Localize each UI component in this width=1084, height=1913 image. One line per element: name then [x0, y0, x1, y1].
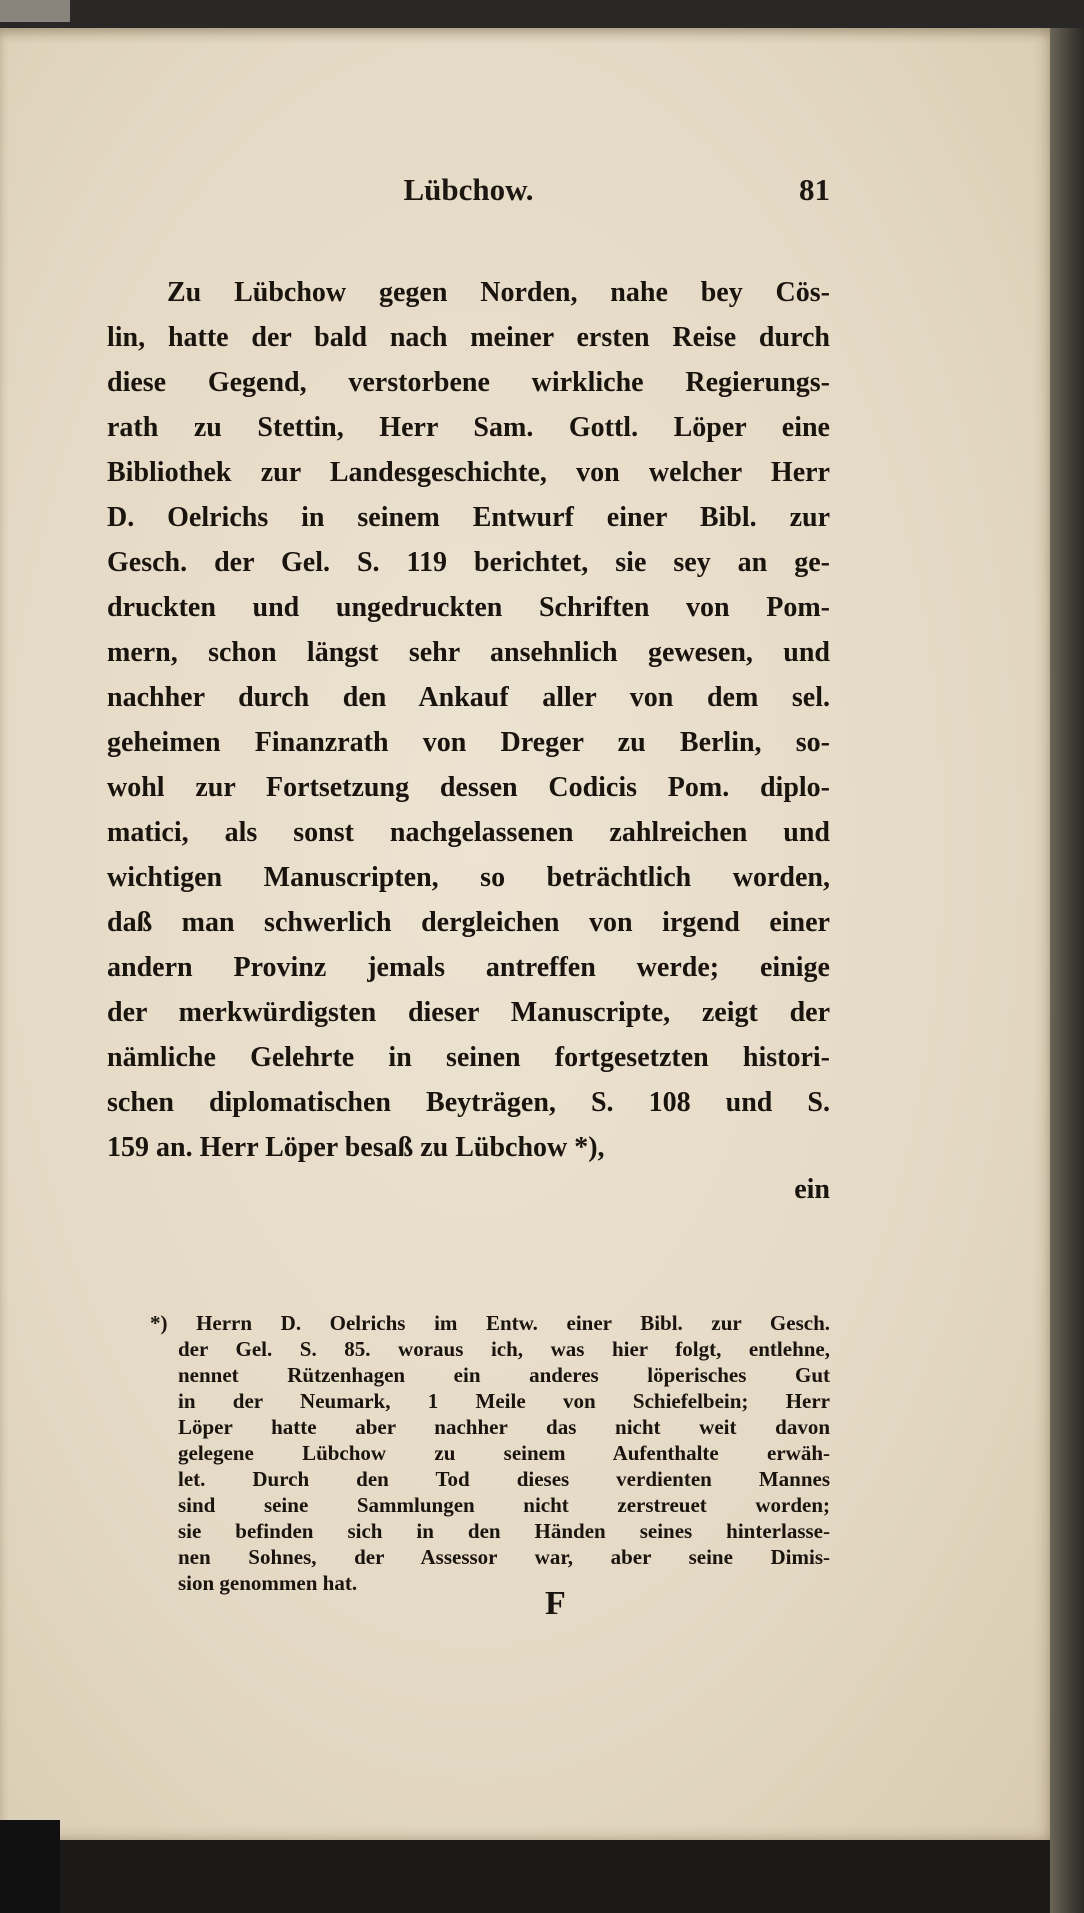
- page-number: 81: [799, 172, 830, 207]
- body-line: wohl zur Fortsetzung dessen Codicis Pom. diplo-: [107, 772, 830, 803]
- footnote-line: Löper hatte aber nachher das nicht weit davon: [178, 1415, 830, 1439]
- footnote-line: gelegene Lübchow zu seinem Aufenthalte erwäh-: [178, 1441, 830, 1465]
- body-line: daß man schwerlich dergleichen von irgend einer: [107, 907, 830, 938]
- footnote-line: der Gel. S. 85. woraus ich, was hier folgt, entlehne,: [178, 1337, 830, 1361]
- footnote-line: nennet Rützenhagen ein anderes löperisches Gut: [178, 1363, 830, 1387]
- body-line: Zu Lübchow gegen Norden, nahe bey Cös-: [167, 277, 830, 308]
- footnote-line: sind seine Sammlungen nicht zerstreuet worden;: [178, 1493, 830, 1517]
- catchword: ein: [794, 1174, 830, 1205]
- body-line: Bibliothek zur Landesgeschichte, von welcher Herr: [107, 457, 830, 488]
- signature-mark: F: [545, 1585, 566, 1622]
- footnote: [150, 1310, 830, 1596]
- scan-bottom-left-border: [0, 1820, 60, 1913]
- footnote-line: sion genommen hat.: [178, 1571, 358, 1595]
- body-line: 159 an. Herr Löper besaß zu Lübchow *),: [107, 1132, 605, 1163]
- footnote-line: sie befinden sich in den Händen seines hinterlasse-: [178, 1519, 830, 1543]
- body-line: druckten und ungedruckten Schriften von Pom-: [107, 592, 830, 623]
- footnote-line: *) Herrn D. Oelrichs im Entw. einer Bibl. zur Gesch.: [150, 1311, 830, 1335]
- page-edge: [1050, 28, 1084, 1913]
- body-line: nachher durch den Ankauf aller von dem sel.: [107, 682, 830, 713]
- footnote-line: in der Neumark, 1 Meile von Schiefelbein; Herr: [178, 1389, 830, 1413]
- body-line: D. Oelrichs in seinem Entwurf einer Bibl. zur: [107, 502, 830, 533]
- body-line: der merkwürdigsten dieser Manuscripte, zeigt der: [107, 997, 830, 1028]
- body-line: mern, schon längst sehr ansehnlich gewesen, und: [107, 637, 830, 668]
- body-line: diese Gegend, verstorbene wirkliche Regierungs-: [107, 367, 830, 398]
- body-line: Gesch. der Gel. S. 119 berichtet, sie sey an ge-: [107, 547, 830, 578]
- body-line: andern Provinz jemals antreffen werde; einige: [107, 952, 830, 983]
- page-header: [107, 172, 830, 212]
- body-line: geheimen Finanzrath von Dreger zu Berlin, so-: [107, 727, 830, 758]
- body-line: matici, als sonst nachgelassenen zahlreichen und: [107, 817, 830, 848]
- scan-corner: [0, 0, 70, 22]
- body-text: [107, 270, 830, 1210]
- body-line: wichtigen Manuscripten, so beträchtlich worden,: [107, 862, 830, 893]
- footnote-line: nen Sohnes, der Assessor war, aber seine Dimis-: [178, 1545, 830, 1569]
- footnote-line: let. Durch den Tod dieses verdienten Mannes: [178, 1467, 830, 1491]
- body-line: rath zu Stettin, Herr Sam. Gottl. Löper eine: [107, 412, 830, 443]
- scan-top-border: [0, 0, 1084, 30]
- body-line: nämliche Gelehrte in seinen fortgesetzten histori-: [107, 1042, 830, 1073]
- running-head: Lübchow.: [403, 172, 534, 207]
- body-line: lin, hatte der bald nach meiner ersten Reise durch: [107, 322, 830, 353]
- body-line: schen diplomatischen Beyträgen, S. 108 und S.: [107, 1087, 830, 1118]
